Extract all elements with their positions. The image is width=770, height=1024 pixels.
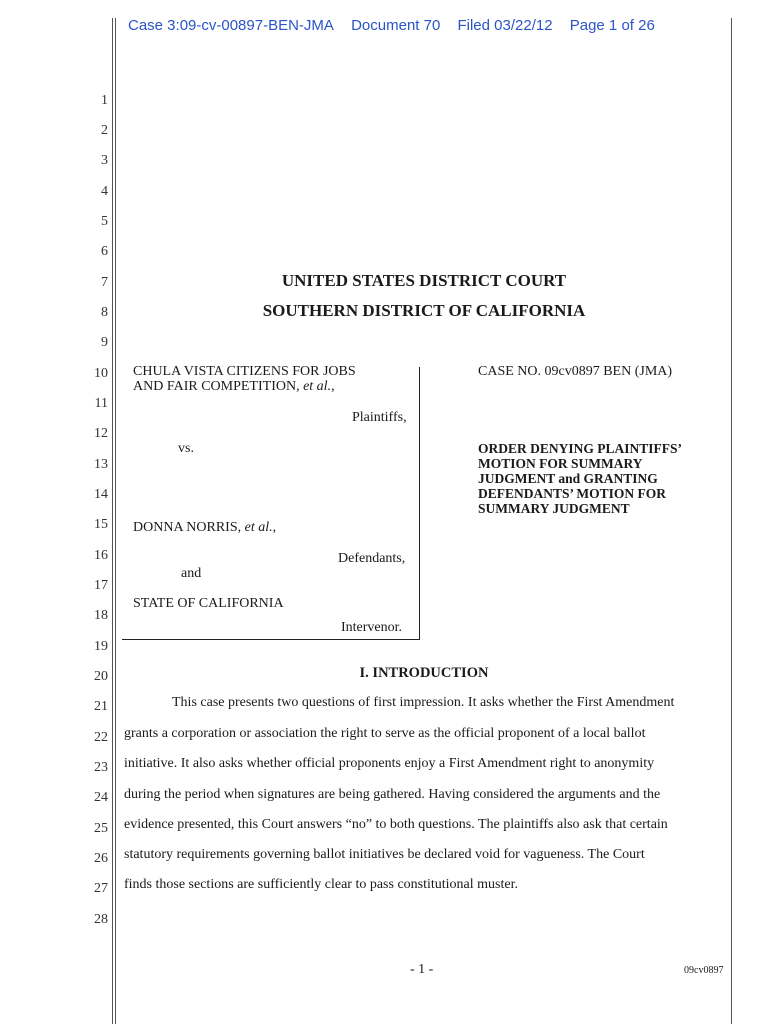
line-number: 20 xyxy=(94,669,108,684)
versus: vs. xyxy=(178,441,194,456)
court-district: SOUTHERN DISTRICT OF CALIFORNIA xyxy=(262,301,586,320)
line-number: 10 xyxy=(94,366,108,381)
plaintiffs-label: Plaintiffs, xyxy=(352,410,407,425)
body-line: This case presents two questions of first impression. It asks whether the First Amendment xyxy=(172,695,675,710)
line-number: 2 xyxy=(101,123,108,138)
line-number: 23 xyxy=(94,760,108,775)
defendant-name xyxy=(133,520,276,536)
order-title-line: MOTION FOR SUMMARY xyxy=(478,456,643,471)
line-number: 15 xyxy=(94,517,108,532)
left-margin-rule-outer xyxy=(112,18,113,1024)
body-line: during the period when signatures are being gathered. Having considered the arguments and the xyxy=(124,787,661,802)
line-number: 16 xyxy=(94,548,108,563)
line-number: 26 xyxy=(94,851,108,866)
line-number: 8 xyxy=(101,305,108,320)
line-number: 9 xyxy=(101,335,108,350)
order-title-line: JUDGMENT and GRANTING xyxy=(478,471,658,486)
header-filed: Filed 03/22/12 xyxy=(457,17,553,34)
line-number: 13 xyxy=(94,457,108,472)
plaintiff-comma: , xyxy=(331,379,335,394)
line-number: 5 xyxy=(101,214,108,229)
defendants-label: Defendants, xyxy=(338,551,406,566)
left-margin-rule-inner xyxy=(115,18,116,1024)
line-number: 1 xyxy=(101,93,108,108)
section-heading: I. INTRODUCTION xyxy=(359,665,489,681)
header-case: Case 3:09-cv-00897-BEN-JMA xyxy=(128,17,334,34)
plaintiff-et-al: et al. xyxy=(303,379,332,394)
line-number: 27 xyxy=(94,881,108,896)
order-title-line: ORDER DENYING PLAINTIFFS’ xyxy=(478,441,683,456)
plaintiff-name-line2 xyxy=(133,379,335,395)
line-number: 25 xyxy=(94,821,108,836)
footer-case-number: 09cv0897 xyxy=(684,965,724,976)
filing-header xyxy=(128,17,668,34)
line-number: 24 xyxy=(94,790,108,805)
line-number: 21 xyxy=(94,699,108,714)
line-number: 7 xyxy=(101,275,108,290)
line-number: 28 xyxy=(94,912,108,927)
line-number: 3 xyxy=(101,153,108,168)
line-number: 4 xyxy=(101,184,108,199)
order-title xyxy=(478,441,682,516)
intervenor-name: STATE OF CALIFORNIA xyxy=(133,596,284,611)
line-number: 18 xyxy=(94,608,108,623)
right-margin-rule xyxy=(731,18,732,1024)
caption-horizontal-rule xyxy=(122,639,420,640)
body-line: grants a corporation or association the right to serve as the official proponent of a local ballot xyxy=(124,726,646,741)
intervenor-label: Intervenor. xyxy=(341,620,403,635)
court-name: UNITED STATES DISTRICT COURT xyxy=(281,271,567,290)
defendant-comma: , xyxy=(272,520,277,535)
plaintiff-name-text: AND FAIR COMPETITION, xyxy=(133,379,304,394)
defendant-name-text: DONNA NORRIS, xyxy=(133,520,245,535)
page-number: - 1 - xyxy=(410,962,434,977)
order-title-line: SUMMARY JUDGMENT xyxy=(478,501,630,516)
body-line: finds those sections are sufficiently clear to pass constitutional muster. xyxy=(124,877,518,892)
line-number: 11 xyxy=(94,396,108,411)
line-number: 22 xyxy=(94,730,108,745)
body-line: initiative. It also asks whether official proponents enjoy a First Amendment right to anonymity xyxy=(124,756,655,771)
line-number: 19 xyxy=(94,639,108,654)
caption-vertical-rule xyxy=(419,367,420,639)
line-number: 14 xyxy=(94,487,108,502)
and-conjunction: and xyxy=(181,566,202,581)
line-number: 12 xyxy=(94,426,108,441)
plaintiff-name-line1: CHULA VISTA CITIZENS FOR JOBS xyxy=(133,364,356,379)
body-line: evidence presented, this Court answers “no” to both questions. The plaintiffs also ask that certain xyxy=(124,817,668,832)
defendant-et-al: et al. xyxy=(244,520,273,535)
order-title-line: DEFENDANTS’ MOTION FOR xyxy=(478,486,667,501)
header-document: Document 70 xyxy=(351,17,441,34)
body-line: statutory requirements governing ballot initiatives be declared void for vagueness. The Court xyxy=(124,847,645,862)
header-page: Page 1 of 26 xyxy=(569,17,655,34)
line-number: 17 xyxy=(94,578,108,593)
line-number: 6 xyxy=(101,244,108,259)
case-number: CASE NO. 09cv0897 BEN (JMA) xyxy=(478,364,673,379)
